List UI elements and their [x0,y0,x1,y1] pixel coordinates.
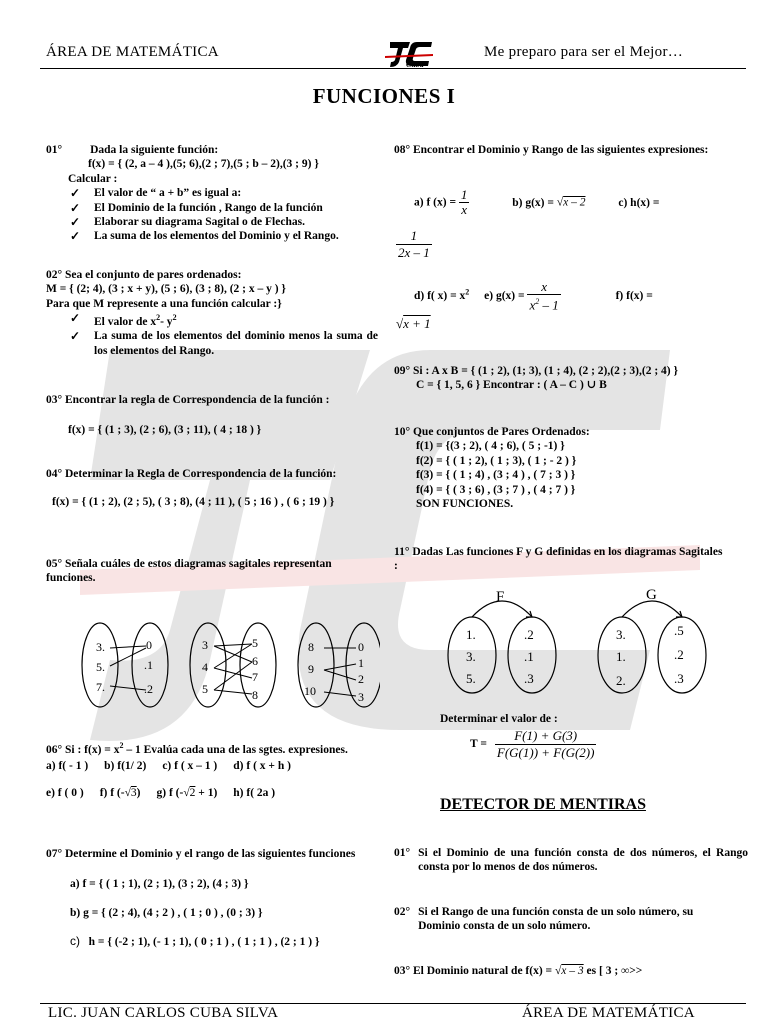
p11-frac [495,728,597,761]
sup: 2 [172,313,177,323]
p06-item: d) f ( x + h ) [233,760,291,773]
p01-calc: Calcular : [68,172,118,185]
p02-intro: Sea el conjunto de pares ordenados: [64,269,242,281]
p10-item: f(2) = { ( 1 ; 2), ( 1 ; 3), ( 1 ; - 2 ) } [416,454,577,467]
p08-row1 [414,188,754,218]
p05-d3-r: 0 [358,640,364,654]
p04-text: 04° Determinar la Regla de Correspondencia de la función: [46,468,337,480]
problem-01 [46,143,376,244]
p02-num: 02° [46,269,63,281]
p01-item: ✓ La suma de los elementos del Dominio y el Rango. [46,229,376,243]
p06-item: c) f ( x – 1 ) [162,760,218,773]
p07-a: a) f = { ( 1 ; 1), (2 ; 1), (3 ; 2), (4 ; 3) } [70,878,249,891]
p02-item1-a: El valor de x [94,316,157,329]
p11-f-r: .3 [524,671,534,686]
detector-item-2 [394,905,724,934]
p06-item-b: + 1) [195,786,218,799]
p02-cond: Para que M represente a una función calcular :} [46,297,282,310]
detector-num: 02° [394,906,411,918]
p01-item: ✓ Elaborar su diagrama Sagital o de Flechas. [46,215,376,229]
frac-den: F(G(1)) + F(G(2)) [496,745,595,760]
page-title: FUNCIONES I [312,84,456,108]
p05-d1-r: .1 [144,658,153,672]
p06-rad: 2 [189,786,196,799]
p10-text: 10° Que conjuntos de Pares Ordenados: [394,426,590,438]
p10-item: SON FUNCIONES. [416,498,514,511]
p06-item-b: ) [136,786,141,799]
detector-title: DETECTOR DE MENTIRAS [440,796,646,813]
p05-labels [80,618,380,718]
p11-det: Determinar el valor de : [440,713,558,725]
problem-11 [394,545,724,574]
p08-d: d) f( x) = x [414,290,466,303]
p11-g-l: 1. [616,649,626,664]
p02-item1-b: - y [160,316,173,329]
p06-rad: 3 [130,786,137,799]
p02-item2: ✓ La suma de los elementos del dominio menos la suma de los elementos del Rango. [46,329,378,358]
frac-num: 1 [396,228,432,245]
p08-f: f) f(x) = [615,290,653,303]
p10-item: f(4) = { ( 3 ; 6) , (3 ; 7 ) , ( 4 ; 7 ) } [416,483,576,496]
p09-line1: 09° Si : A x B = { (1 ; 2), (1; 3), (1 ; 4), (2 ; 2),(2 ; 3),(2 ; 4) } [394,365,679,377]
p08-a: a) f (x) = [414,196,456,209]
p05-d2-l: 5 [202,682,208,696]
sup: 2 [465,287,470,297]
p11-g-l: 3. [616,627,626,642]
p11-f-r: .1 [524,649,534,664]
problem-06 [46,739,378,800]
header-right: Me preparo para ser el Mejor… [484,44,684,60]
frac-num: F(1) + G(3) [495,728,597,745]
sup: 2 [119,741,124,750]
problem-02 [46,268,378,358]
p06-text-b: – 1 Evalúa cada una de las sgtes. expresiones. [123,743,348,756]
p08-f-rad [396,316,431,332]
p01-num: 01° [46,144,63,156]
p08-c: c) h(x) = [618,196,660,209]
problem-03 [46,393,376,438]
p08-b-rad: x – 2 [563,196,586,209]
p01-intro: Dada la siguiente función: [90,144,219,156]
problem-04 [46,467,376,510]
sqrt-icon: √ [124,786,131,799]
frac-den-b: – 1 [539,297,559,313]
footer-right: ÁREA DE MATEMÁTICA [522,1005,695,1021]
sqrt-icon: √ [554,965,562,977]
p05-d2-r: 7 [252,670,258,684]
p11-g-r: .5 [674,623,684,638]
p07-c: h = { (-2 ; 1), (- 1 ; 1), ( 0 ; 1 ) , ( 1 ; 1 ) , (2 ; 1 ) } [88,936,320,949]
p01-item: ✓ El Dominio de la función , Rango de la función [46,201,376,215]
frac-den: x [461,202,468,218]
p06-item: b) f(1/ 2) [104,760,147,773]
p08-c-frac [396,228,432,261]
sup: 2 [156,313,161,323]
p08-b: b) g(x) = [512,196,554,209]
p05-d2-r: 5 [252,636,258,650]
detector-text: Si el Dominio de una función consta de dos números, el Rango consta por lo menos de dos números. [418,847,748,874]
problem-09 [394,364,748,393]
header-left: ÁREA DE MATEMÁTICA [46,44,219,60]
p02-set: M = { (2; 4), (3 ; x + y), (5 ; 6), (3 ; 8), (2 ; x – y ) } [46,283,286,296]
p05-d1-l: 5. [96,660,105,674]
detector-item-3 [394,964,748,978]
detector-rad: x – 3 [561,965,584,977]
p06-item-a: f) f (- [99,786,125,799]
p05-d3-r: 2 [358,672,364,686]
logo-sub: Cuba [406,60,424,69]
sqrt-icon: √ [556,196,564,209]
p05-text: 05° Señala cuáles de estos diagramas sagitales representan funciones. [46,558,332,585]
p11-t: T = [470,738,487,751]
detector-text-b: es [ 3 ; ∞>> [583,965,643,977]
sup: 2 [535,297,540,307]
p08-text: 08° Encontrar el Dominio y Rango de las siguientes expresiones: [394,144,709,156]
footer-rule [40,1003,746,1004]
p06-num: 06° [46,743,63,756]
frac [396,228,432,261]
p06-item: a) f( - 1 ) [46,760,89,773]
p08-e-frac [527,280,560,313]
frac-den [527,295,560,313]
detector-text: Si el Rango de una función consta de un solo número, su Dominio consta de un solo número. [418,906,694,933]
p05-d1-l: 7. [96,680,105,694]
p06-item: e) f ( 0 ) [46,786,84,799]
p10-item: f(3) = { ( 1 ; 4) , (3 ; 4 ) , ( 7 ; 3 ) } [416,469,576,482]
footer-left: LIC. JUAN CARLOS CUBA SILVA [48,1005,279,1021]
logo [384,40,434,70]
p11-f-name: F [496,589,505,605]
p11-f-l: 3. [466,649,476,664]
detector-item-1 [394,846,748,875]
p06-item [100,786,141,800]
p02-item1 [46,311,378,329]
p11-g-name: G [646,587,657,603]
p11-f-l: 5. [466,671,476,686]
problem-08 [394,143,748,157]
p08-row2 [414,280,754,313]
frac-num: 1 [460,187,468,202]
p05-d1-r: 0 [146,638,152,652]
problem-10 [394,425,748,511]
detector-text-a: 03° El Dominio natural de f(x) = [394,965,553,977]
p07-text: 07° Determine el Dominio y el rango de las siguientes funciones [46,848,356,860]
p11-formula [470,728,596,761]
p06-text-a: Si : f(x) = x [64,743,120,756]
p03-set: f(x) = { (1 ; 3), (2 ; 6), (3 ; 11), ( 4 ; 18 ) } [68,424,262,437]
p08-f-rad-val: x + 1 [403,316,431,331]
sqrt-icon: √ [183,786,190,799]
p05-d3-r: 3 [358,690,364,704]
p07-b: b) g = { (2 ; 4), (4 ; 2 ) , ( 1 ; 0 ) , (0 ; 3) } [70,906,263,919]
p08-e: e) g(x) = [484,290,525,303]
p05-d2-r: 6 [252,654,258,668]
frac-den-a: x [529,297,536,313]
p11-f-r: .2 [524,627,534,642]
p09-line2: C = { 1, 5, 6 } Encontrar : ( A – C ) ∪ B [416,379,607,392]
p11-g-r: .3 [674,671,684,686]
p01-set: f(x) = { (2, a – 4 ),(5; 6),(2 ; 7),(5 ; b – 2),(3 ; 9) } [88,158,319,171]
p01-item: ✓ El valor de “ a + b” es igual a: [46,186,376,200]
problem-05 [46,557,378,586]
p10-item: f(1) = {(3 ; 2), ( 4 ; 6), ( 5 ; -1) } [416,440,565,453]
p05-d2-l: 3 [202,638,208,652]
p06-item [157,786,218,800]
p05-d3-r: 1 [358,656,364,670]
p11-g-l: 2. [616,673,626,688]
detector-num: 01° [394,847,411,859]
p11-g-r: .2 [674,647,684,662]
p06-item-a: g) f (- [156,786,184,799]
p04-set: f(x) = { (1 ; 2), (2 ; 5), ( 3 ; 8), (4 ; 11 ), ( 5 ; 16 ) , ( 6 ; 19 ) } [52,496,335,509]
problem-07 [46,847,376,950]
p05-d2-r: 8 [252,688,258,702]
p05-d3-l: 9 [308,662,314,676]
header-rule [40,68,746,69]
p11-f-l: 1. [466,627,476,642]
p05-d1-r: .2 [144,682,153,696]
frac-den: 2x – 1 [398,245,430,260]
sqrt-icon: √ [396,316,404,331]
p08-a-frac [459,188,470,218]
frac-num: x [527,280,560,295]
p05-d3-l: 8 [308,640,314,654]
p11-labels [440,585,740,700]
p07-c-label: c) [70,934,80,949]
p05-d2-l: 4 [202,660,208,674]
p05-d1-l: 3. [96,640,105,654]
p11-text: 11° Dadas Las funciones F y G definidas en los diagramas Sagitales : [394,546,723,573]
p05-d3-l: 10 [304,684,316,698]
p03-text: 03° Encontrar la regla de Correspondencia de la función : [46,394,330,406]
p06-item: h) f( 2a ) [233,786,276,799]
